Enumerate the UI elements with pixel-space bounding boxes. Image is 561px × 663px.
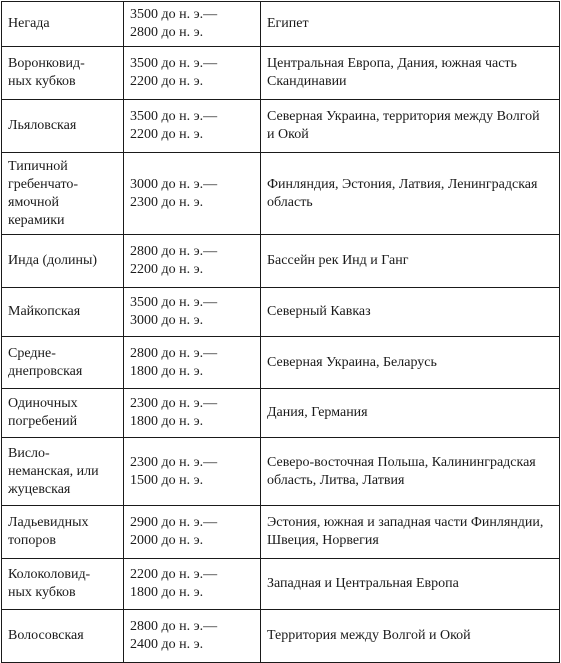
date-to: 2400 до н. э. [130,637,204,652]
region-cell: Эстония, южная и западная части Финляндии, Швеция, Норвегия [261,506,560,559]
date-from: 2300 до н. э.— [130,396,218,411]
region-cell: Дания, Германия [261,389,560,438]
region-cell: Бассейн рек Инд и Ганг [261,235,560,288]
region-cell: Северный Кавказ [261,288,560,337]
cultures-table [1,1,560,663]
region-cell: Западная и Центральная Европа [261,559,560,610]
culture-name-cell: Льяловская [2,100,124,153]
date-from: 3500 до н. э.— [130,295,218,310]
date-to: 1500 до н. э. [130,472,204,488]
dates-cell [124,610,261,663]
region-cell: Египет [261,2,560,47]
table-row [2,506,560,559]
region-cell: Территория между Волгой и Окой [261,610,560,663]
culture-name-cell: Негада [2,2,124,47]
date-to: 2200 до н. э. [130,262,204,277]
date-from: 2800 до н. э.— [130,244,218,259]
region-cell: Северо-восточная Польша, Калининградская область, Литва, Латвия [261,438,560,506]
date-from: 3500 до н. э.— [130,109,218,124]
table-row [2,337,560,389]
region-cell: Северная Украина, Беларусь [261,337,560,389]
dates-cell [124,2,261,47]
dates-cell [124,288,261,337]
region-cell: Центральная Европа, Дания, южная часть Скандинавии [261,47,560,100]
date-to: 3000 до н. э. [130,313,204,328]
culture-name-cell: Колоколовид- ных кубков [2,559,124,610]
date-from: 3000 до н. э.— [130,176,218,192]
dates-cell [124,47,261,100]
date-from: 2800 до н. э.— [130,345,218,361]
table-row [2,47,560,100]
date-to: 1800 до н. э. [130,414,204,429]
date-to: 1800 до н. э. [130,363,204,379]
date-to: 1800 до н. э. [130,585,204,600]
culture-name-cell: Типичной гребенчато- ямочной керамики [2,153,124,235]
culture-name-cell: Майкопская [2,288,124,337]
table-row [2,559,560,610]
region-cell: Финляндия, Эстония, Латвия, Ленинградская область [261,153,560,235]
dates-cell [124,389,261,438]
date-from: 3500 до н. э.— [130,56,218,71]
date-from: 2200 до н. э.— [130,567,218,582]
date-to: 2200 до н. э. [130,74,204,89]
culture-name-cell: Волосовская [2,610,124,663]
culture-name-cell: Инда (долины) [2,235,124,288]
culture-name-cell: Висло- неманская, или жуцевская [2,438,124,506]
table-row [2,438,560,506]
region-cell: Северная Украина, территория между Волгой и Окой [261,100,560,153]
dates-cell [124,100,261,153]
date-from: 2800 до н. э.— [130,619,218,634]
date-from: 3500 до н. э.— [130,7,218,22]
dates-cell [124,235,261,288]
table-row [2,153,560,235]
table-row [2,610,560,663]
dates-cell [124,506,261,559]
table-row [2,389,560,438]
date-to: 2300 до н. э. [130,194,204,210]
table-row [2,235,560,288]
dates-cell [124,153,261,235]
table-row [2,2,560,47]
culture-name-cell: Воронковид- ных кубков [2,47,124,100]
date-to: 2800 до н. э. [130,25,204,40]
date-from: 2900 до н. э.— [130,515,218,530]
dates-cell [124,559,261,610]
date-to: 2200 до н. э. [130,127,204,142]
table-row [2,288,560,337]
table-row [2,100,560,153]
culture-name-cell: Одиночных погребений [2,389,124,438]
dates-cell [124,438,261,506]
date-to: 2000 до н. э. [130,533,204,548]
dates-cell [124,337,261,389]
culture-name-cell: Средне- днепровская [2,337,124,389]
culture-name-cell: Ладьевидных топоров [2,506,124,559]
date-from: 2300 до н. э.— [130,454,218,470]
